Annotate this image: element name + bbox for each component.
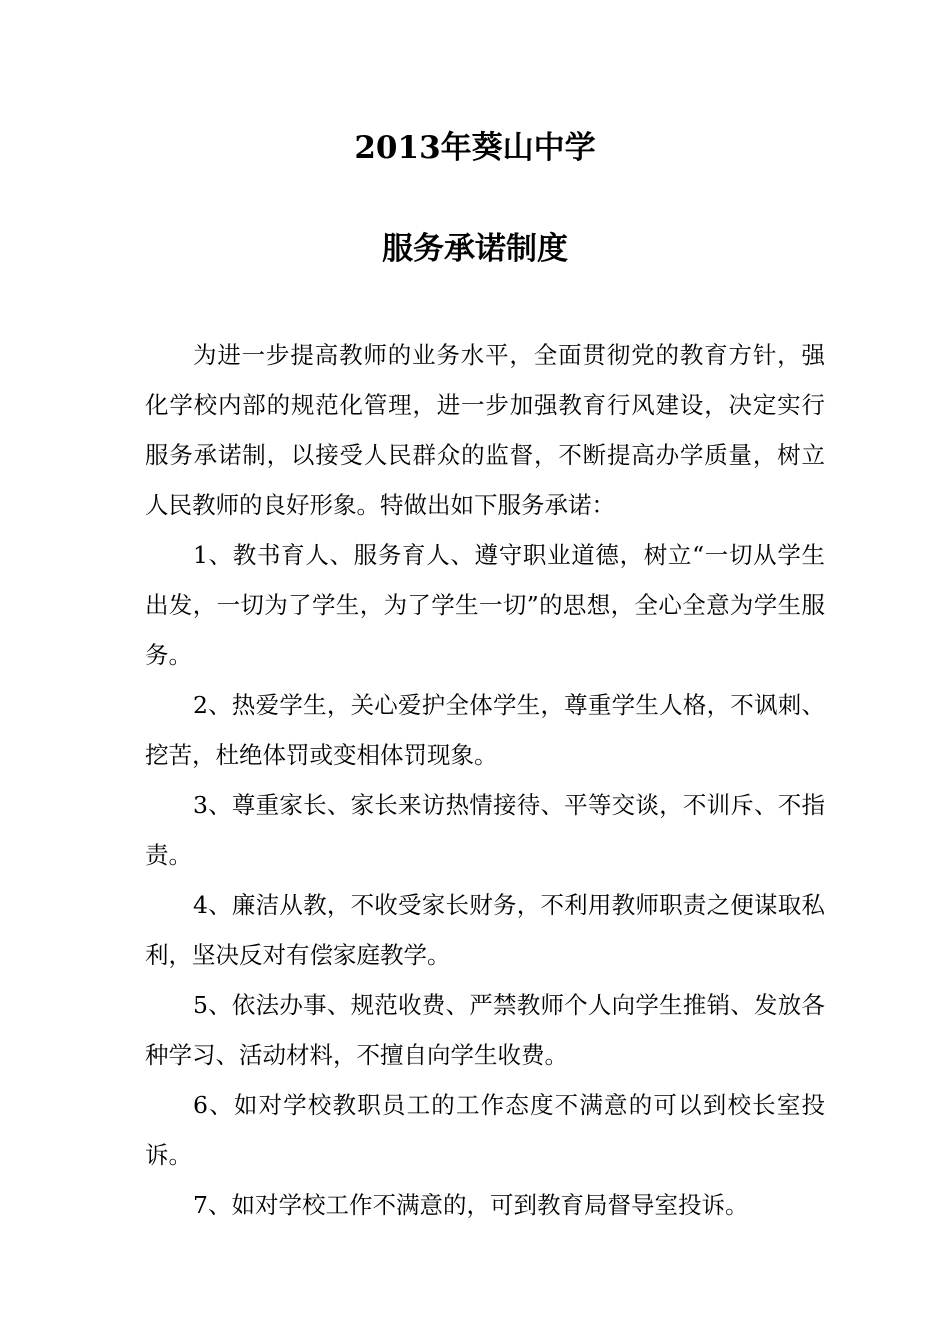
document-title-policy: 服务承诺制度 — [382, 231, 568, 267]
commitment-item-1: 1、教书育人、服务育人、遵守职业道德，树立“一切从学生出发，一切为了学生，为了学生一切”的思想，全心全意为学生服务。 — [145, 541, 825, 669]
commitment-item-5: 5、依法办事、规范收费、严禁教师个人向学生推销、发放各种学习、活动材料，不擅自向学生收费。 — [145, 991, 825, 1069]
commitment-item-6: 6、如对学校教职员工的工作态度不满意的可以到校长室投诉。 — [145, 1091, 825, 1169]
commitment-item-7: 7、如对学校工作不满意的，可到教育局督导室投诉。 — [193, 1191, 749, 1219]
commitment-item-3: 3、尊重家长、家长来访热情接待、平等交谈，不训斥、不指责。 — [145, 791, 825, 869]
document-title-year-school: 2013年葵山中学 — [354, 130, 596, 166]
commitment-item-2: 2、热爱学生，关心爱护全体学生，尊重学生人格，不讽刺、挖苦，杜绝体罚或变相体罚现象。 — [145, 691, 825, 769]
intro-paragraph: 为进一步提高教师的业务水平，全面贯彻党的教育方针，强化学校内部的规范化管理，进一步加强教育行风建设，决定实行服务承诺制，以接受人民群众的监督，不断提高办学质量，树立人民教师的良好形象。特做出如下服务承诺： — [145, 341, 825, 519]
document-body — [145, 330, 825, 1230]
commitment-item-4: 4、廉洁从教，不收受家长财务，不利用教师职责之便谋取私利，坚决反对有偿家庭教学。 — [145, 891, 825, 969]
